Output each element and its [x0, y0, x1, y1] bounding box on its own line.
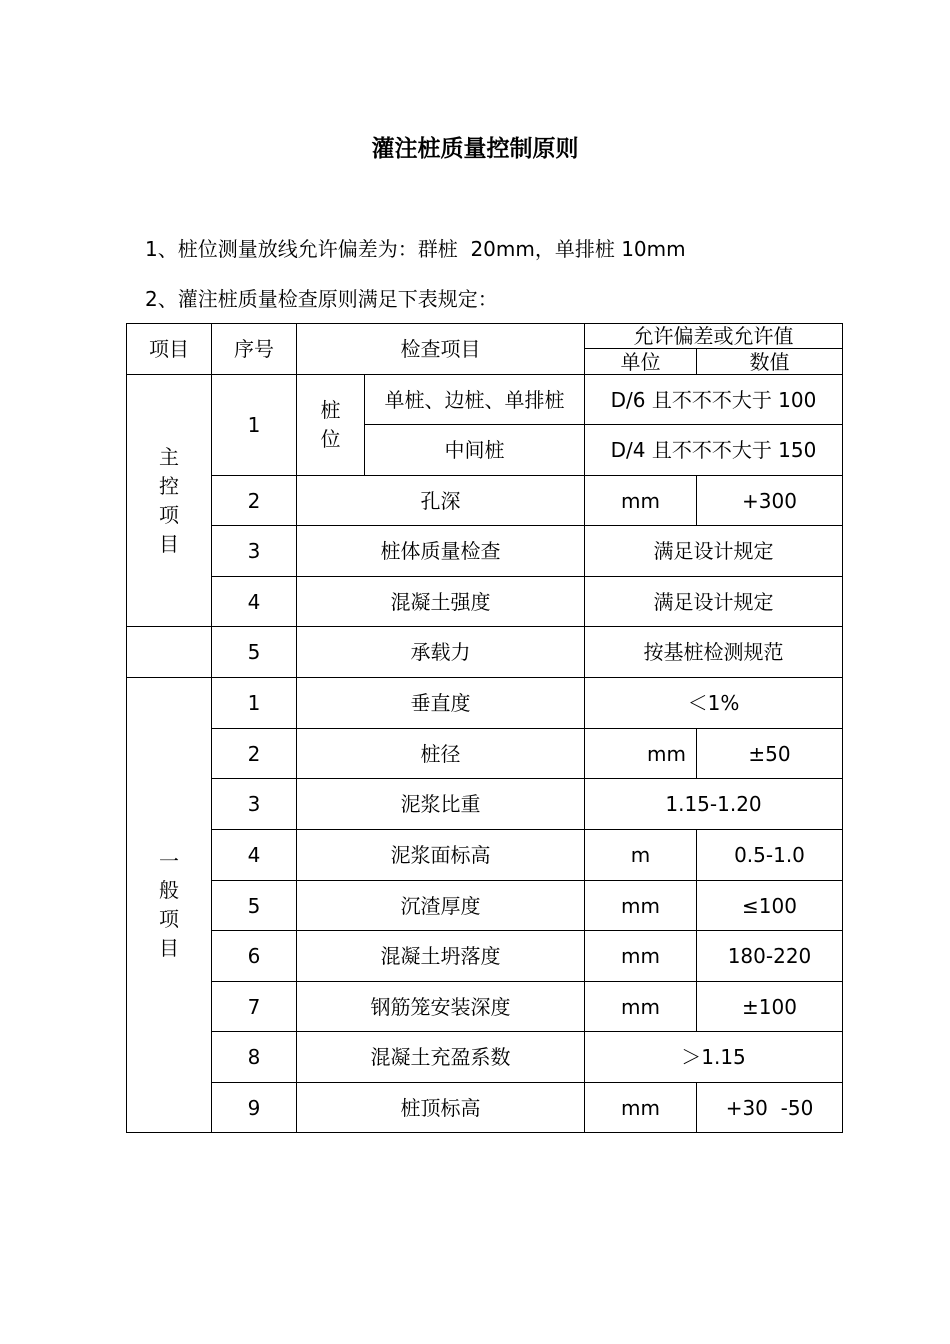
header-allowance: 允许偏差或允许值	[585, 324, 843, 349]
row-seq: 1	[212, 375, 297, 476]
row-unit: m	[585, 830, 697, 881]
table-row	[127, 627, 843, 678]
table-row	[127, 982, 843, 1032]
table-row	[127, 1083, 843, 1133]
header-check-item: 检查项目	[297, 324, 585, 375]
table-row	[127, 779, 843, 830]
row-seq: 4	[212, 577, 297, 627]
row-value: D/4 且不不不大于 150	[585, 425, 843, 476]
page-title: 灌注桩质量控制原则	[371, 136, 579, 162]
table-row	[127, 881, 843, 931]
row-seq: 6	[212, 931, 297, 982]
row-seq: 3	[212, 779, 297, 830]
row-unit: mm	[585, 1083, 697, 1133]
row-value: ≤100	[697, 881, 843, 931]
main-control-group-label: 主 控 项 目	[127, 375, 212, 627]
row-unit: mm	[585, 982, 697, 1032]
row-value: 1.15-1.20	[585, 779, 843, 830]
table-row	[127, 931, 843, 982]
row-value: ±50	[697, 729, 843, 779]
quality-control-table	[126, 323, 843, 1133]
row-seq: 8	[212, 1032, 297, 1083]
row-seq: 5	[212, 881, 297, 931]
pile-position-label: 桩 位	[297, 375, 365, 476]
row-seq: 2	[212, 476, 297, 526]
row-value: 满足设计规定	[585, 526, 843, 577]
row-unit: mm	[585, 931, 697, 982]
paragraph-pile-position-tolerance: 1、桩位测量放线允许偏差为：群桩 20mm，单排桩 10mm	[145, 237, 686, 261]
row-value: ±100	[697, 982, 843, 1032]
table-row	[127, 678, 843, 729]
header-item: 项目	[127, 324, 212, 375]
table-row	[127, 375, 843, 425]
row-seq: 7	[212, 982, 297, 1032]
header-seq: 序号	[212, 324, 297, 375]
table-row	[127, 526, 843, 577]
header-unit: 单位	[585, 349, 697, 375]
row-value: +300	[697, 476, 843, 526]
empty-group-cell	[127, 627, 212, 678]
paragraph-table-intro: 2、灌注桩质量检查原则满足下表规定：	[145, 287, 498, 311]
row-value: 按基桩检测规范	[585, 627, 843, 678]
general-group-label: 一 般 项 目	[127, 678, 212, 1133]
row-check: 孔深	[297, 476, 585, 526]
row-value: 0.5-1.0	[697, 830, 843, 881]
row-check: 泥浆面标高	[297, 830, 585, 881]
row-check: 中间桩	[365, 425, 585, 476]
row-check: 承载力	[297, 627, 585, 678]
row-check: 混凝土强度	[297, 577, 585, 627]
row-check: 桩径	[297, 729, 585, 779]
row-seq: 5	[212, 627, 297, 678]
table-row	[127, 729, 843, 779]
table-row	[127, 577, 843, 627]
row-check: 垂直度	[297, 678, 585, 729]
row-check: 沉渣厚度	[297, 881, 585, 931]
row-seq: 9	[212, 1083, 297, 1133]
row-unit: mm	[585, 881, 697, 931]
table-row	[127, 830, 843, 881]
table-row	[127, 1032, 843, 1083]
row-value: +30 -50	[697, 1083, 843, 1133]
row-check: 泥浆比重	[297, 779, 585, 830]
row-unit: mm	[585, 476, 697, 526]
table-row	[127, 476, 843, 526]
row-check: 单桩、边桩、单排桩	[365, 375, 585, 425]
row-value: 满足设计规定	[585, 577, 843, 627]
row-value: ＞1.15	[585, 1032, 843, 1083]
row-check: 桩顶标高	[297, 1083, 585, 1133]
row-seq: 1	[212, 678, 297, 729]
header-value: 数值	[697, 349, 843, 375]
row-value: 180-220	[697, 931, 843, 982]
row-check: 桩体质量检查	[297, 526, 585, 577]
row-check: 混凝土充盈系数	[297, 1032, 585, 1083]
row-seq: 4	[212, 830, 297, 881]
header-row	[127, 324, 843, 349]
row-seq: 3	[212, 526, 297, 577]
row-seq: 2	[212, 729, 297, 779]
row-value: ＜1%	[585, 678, 843, 729]
row-unit: mm	[585, 729, 697, 779]
row-value: D/6 且不不不大于 100	[585, 375, 843, 425]
row-check: 混凝土坍落度	[297, 931, 585, 982]
row-check: 钢筋笼安装深度	[297, 982, 585, 1032]
